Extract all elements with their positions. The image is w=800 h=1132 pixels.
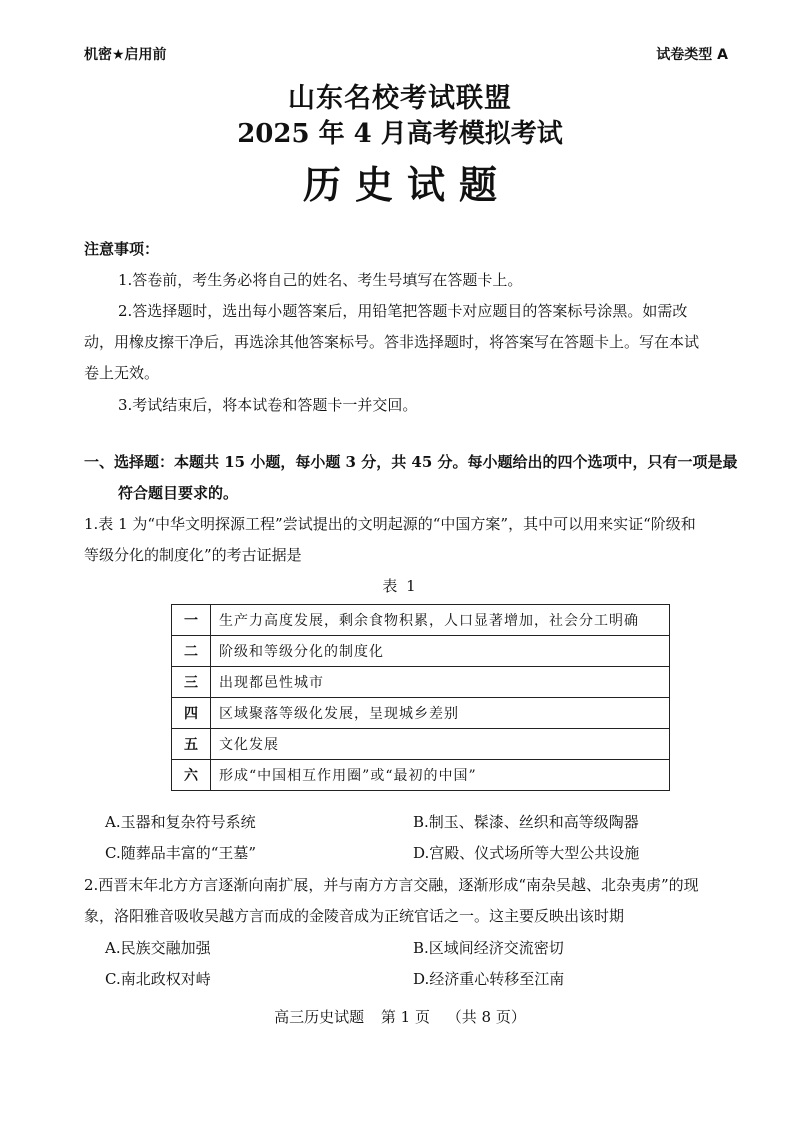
row-number: 二: [172, 636, 211, 667]
q2-option-a: A.民族交融加强: [105, 939, 211, 957]
table-row: [172, 667, 670, 698]
question-2-stem-cont: 象，洛阳雅音吸收吴越方言而成的金陵音成为正统官话之一。这主要反映出该时期: [84, 907, 625, 925]
question-1-stem: 1.表 1 为“中华文明探源工程”尝试提出的文明起源的“中国方案”，其中可以用来实证“阶级和: [84, 515, 696, 533]
q1-option-b: B.制玉、髹漆、丝织和高等级陶器: [413, 813, 639, 831]
table-row: [172, 760, 670, 791]
q2-option-d: D.经济重心转移至江南: [413, 970, 565, 988]
row-number: 三: [172, 667, 211, 698]
notes-heading: 注意事项：: [84, 240, 160, 258]
footer-total-pages: （共 8 页）: [446, 1008, 526, 1026]
q1-option-d: D.宫殿、仪式场所等大型公共设施: [413, 844, 640, 862]
section-heading-cont: 符合题目要求的。: [118, 484, 239, 502]
row-number: 五: [172, 729, 211, 760]
page-footer: [0, 1006, 800, 1027]
question-1-stem-cont: 等级分化的制度化”的考古证据是: [84, 546, 302, 564]
row-text: 生产力高度发展，剩余食物积累，人口显著增加，社会分工明确: [211, 605, 670, 636]
note-item: 2.答选择题时，选出每小题答案后，用铅笔把答题卡对应题目的答案标号涂黑。如需改: [118, 302, 688, 320]
question-2-stem: 2.西晋末年北方方言逐渐向南扩展，并与南方方言交融，逐渐形成“南杂吴越、北杂夷虏”的现: [84, 876, 699, 894]
table-row: [172, 698, 670, 729]
q1-option-c: C.随葬品丰富的“王墓”: [105, 844, 257, 862]
q1-option-a: A.玉器和复杂符号系统: [105, 813, 256, 831]
row-text: 形成“中国相互作用圈”或“最初的中国”: [211, 760, 670, 791]
q2-option-b: B.区域间经济交流密切: [413, 939, 564, 957]
subject-title: 历史试题: [302, 162, 511, 207]
table-row: [172, 636, 670, 667]
row-text: 区域聚落等级化发展，呈现城乡差别: [211, 698, 670, 729]
footer-subject: 高三历史试题: [274, 1008, 365, 1026]
footer-page-number: 第 1 页: [380, 1008, 430, 1026]
row-text: 出现都邑性城市: [211, 667, 670, 698]
note-item: 3.考试结束后，将本试卷和答题卡一并交回。: [118, 396, 418, 414]
exam-alliance-title: 山东名校考试联盟: [288, 83, 512, 114]
paper-type-label: 试卷类型 A: [656, 47, 728, 63]
table-caption: 表 1: [382, 577, 418, 595]
row-text: 阶级和等级分化的制度化: [211, 636, 670, 667]
note-item: 卷上无效。: [84, 364, 160, 382]
q2-option-c: C.南北政权对峙: [105, 970, 211, 988]
exam-date-title: 2025 年 4 月高考模拟考试: [237, 119, 563, 149]
row-text: 文化发展: [211, 729, 670, 760]
section-heading: 一、选择题：本题共 15 小题，每小题 3 分，共 45 分。每小题给出的四个选项中，只有一项是最: [84, 453, 738, 471]
note-item: 动，用橡皮擦干净后，再选涂其他答案标号。答非选择题时，将答案写在答题卡上。写在本试: [84, 333, 700, 351]
row-number: 四: [172, 698, 211, 729]
table-row: [172, 605, 670, 636]
table-row: [172, 729, 670, 760]
row-number: 一: [172, 605, 211, 636]
note-item: 1.答卷前，考生务必将自己的姓名、考生号填写在答题卡上。: [118, 271, 523, 289]
row-number: 六: [172, 760, 211, 791]
confidential-label: 机密★启用前: [84, 47, 167, 63]
table-1: [171, 604, 670, 791]
